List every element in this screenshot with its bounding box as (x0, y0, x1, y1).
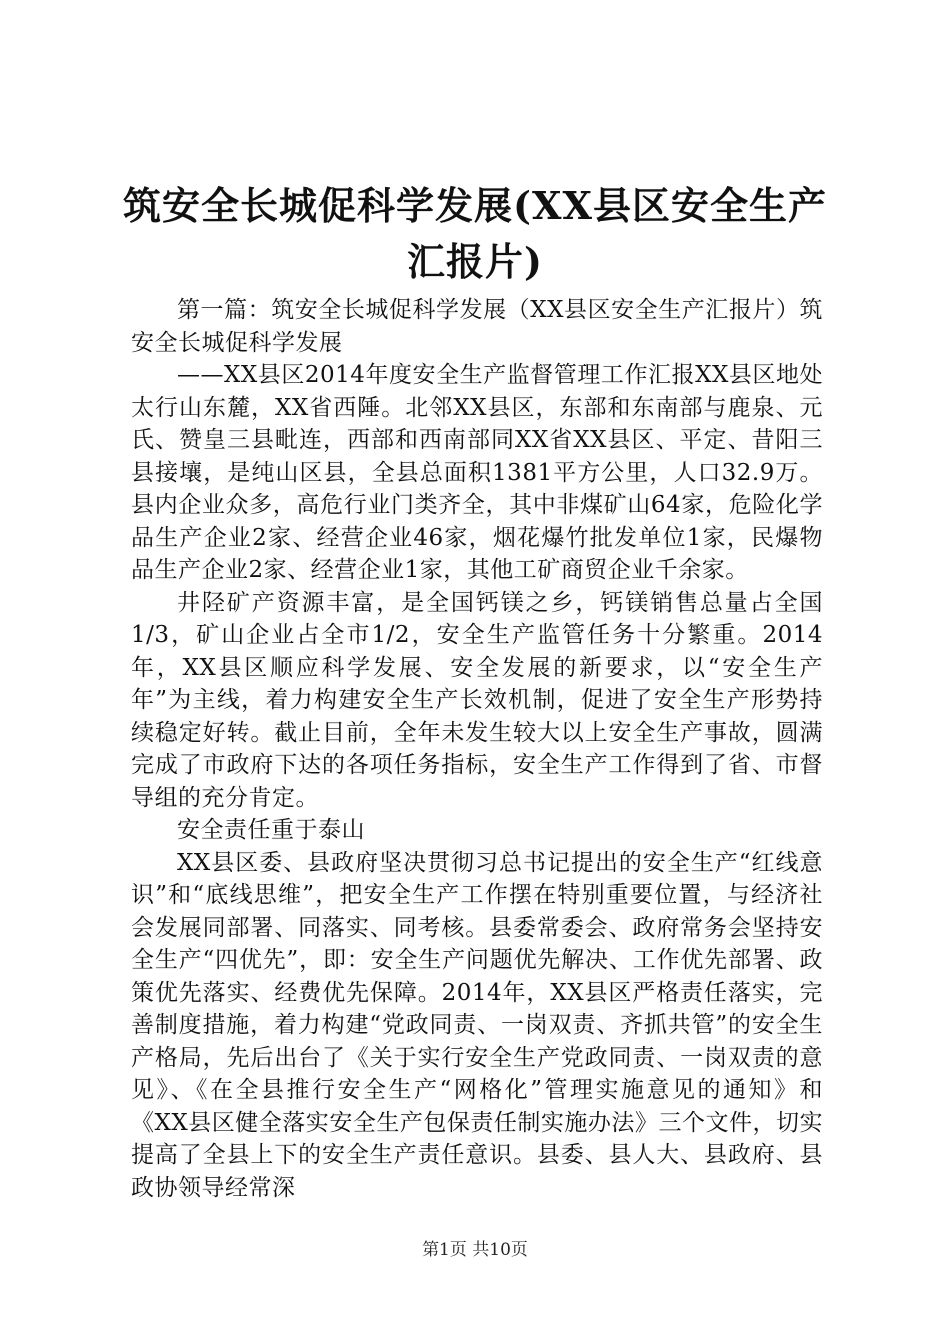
paragraph-overview: ——XX县区2014年度安全生产监督管理工作汇报XX县区地处太行山东麓，XX省西陲。北邻XX县区，东部和东南部与鹿泉、元氏、赞皇三县毗连，西部和西南部同XX省XX县区、平定、昔阳三县接壤，是纯山区县，全县总面积1381平方公里，人口32.9万。县内企业众多，高危行业门类齐全，其中非煤矿山64家，危险化学品生产企业2家、经营企业46家，烟花爆竹批发单位1家，民爆物品生产企业2家、经营企业1家，其他工矿商贸企业千余家。 (131, 362, 823, 583)
document-body (131, 294, 823, 1204)
section-heading: 安全责任重于泰山 (177, 817, 365, 843)
paragraph-intro: 第一篇：筑安全长城促科学发展（XX县区安全生产汇报片）筑安全长城促科学发展 (131, 297, 823, 356)
document-title: 筑安全长城促科学发展(XX县区安全生产汇报片) (123, 183, 827, 284)
paragraph-responsibility: XX县区委、县政府坚决贯彻习总书记提出的安全生产“红线意识”和“底线思维”，把安全生产工作摆在特别重要位置，与经济社会发展同部署、同落实、同考核。县委常委会、政府常务会坚持安全生产“四优先”，即：安全生产问题优先解决、工作优先部署、政策优先落实、经费优先保障。2014年，XX县区严格责任落实，完善制度措施，着力构建“党政同责、一岗双责、齐抓共管”的安全生产格局，先后出台了《关于实行安全生产党政同责、一岗双责的意见》、《在全县推行安全生产“网格化”管理实施意见的通知》和《XX县区健全落实安全生产包保责任制实施办法》三个文件，切实提高了全县上下的安全生产责任意识。县委、县人大、县政府、县政协领导经常深 (131, 849, 823, 1201)
paragraph-resources: 井陉矿产资源丰富，是全国钙镁之乡，钙镁销售总量占全国1/3，矿山企业占全市1/2，安全生产监管任务十分繁重。2014年，XX县区顺应科学发展、安全发展的新要求，以“安全生产年”为主线，着力构建安全生产长效机制，促进了安全生产形势持续稳定好转。截止目前，全年未发生较大以上安全生产事故，圆满完成了市政府下达的各项任务指标，安全生产工作得到了省、市督导组的充分肯定。 (131, 589, 823, 811)
page-number-footer: 第1页 共10页 (422, 1240, 528, 1260)
